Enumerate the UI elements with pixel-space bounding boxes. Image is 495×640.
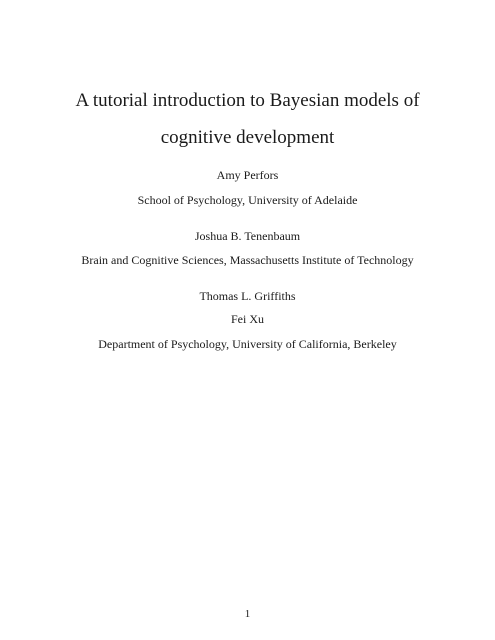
affiliation-adelaide: School of Psychology, University of Adelaide (137, 193, 358, 207)
affiliation-mit: Brain and Cognitive Sciences, Massachusetts Institute of Technology (81, 253, 414, 267)
affiliation-berkeley: Department of Psychology, University of California, Berkeley (98, 337, 397, 351)
paper-title-line-2: cognitive development (160, 127, 335, 148)
page-number: 1 (244, 608, 251, 620)
author-name-xu: Fei Xu (231, 312, 264, 326)
author-name-tenenbaum: Joshua B. Tenenbaum (194, 229, 301, 243)
author-name-griffiths: Thomas L. Griffiths (199, 289, 296, 303)
paper-title-line-1: A tutorial introduction to Bayesian models of (75, 90, 420, 111)
author-name-perfors: Amy Perfors (216, 168, 279, 182)
